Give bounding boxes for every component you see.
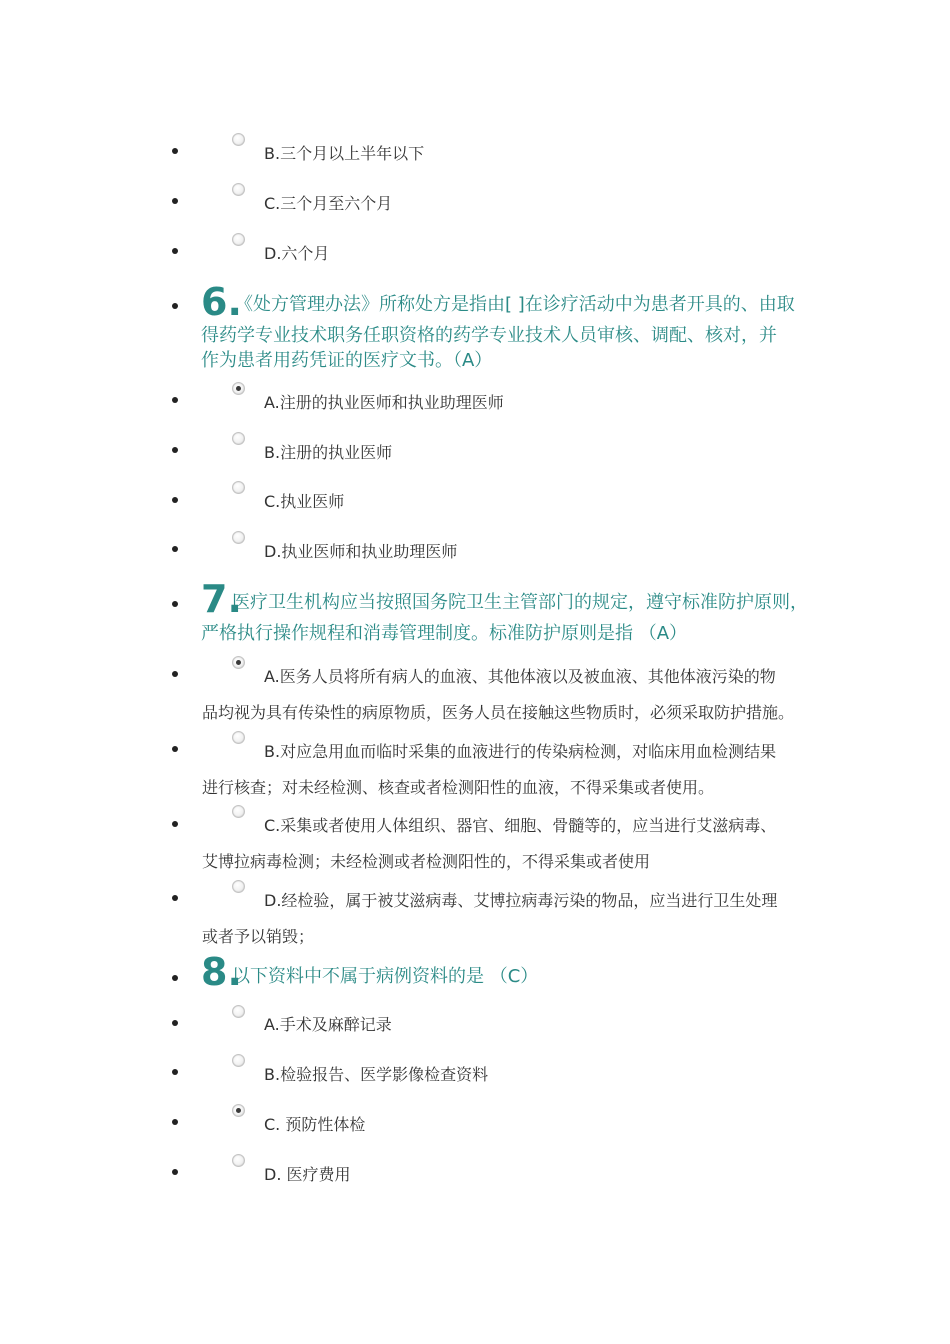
bullet-icon (172, 248, 178, 254)
bullet-icon (172, 148, 178, 154)
question-text-line: 得药学专业技术职务任职资格的药学专业技术人员审核、调配、核对，并 (201, 325, 777, 346)
option-label: C.执业医师 (264, 492, 345, 511)
radio-button[interactable] (232, 880, 245, 893)
question-text-line: 以下资料中不属于病例资料的是 （C） (232, 966, 539, 987)
question-number: 6. (201, 280, 242, 324)
radio-button[interactable] (232, 1154, 245, 1167)
radio-button[interactable] (232, 531, 245, 544)
radio-button-selected[interactable] (232, 382, 245, 395)
option-label: B.三个月以上半年以下 (264, 144, 425, 163)
option-label: C. 预防性体检 (264, 1115, 366, 1134)
option-label: C.三个月至六个月 (264, 194, 393, 213)
bullet-icon (172, 497, 178, 503)
radio-button[interactable] (232, 432, 245, 445)
bullet-icon (172, 1020, 178, 1026)
radio-button-selected[interactable] (232, 1104, 245, 1117)
question-number: 8. (201, 950, 242, 994)
option-label-continued: 品均视为具有传染性的病原物质，医务人员在接触这些物质时，必须采取防护措施。 (202, 703, 795, 722)
radio-button[interactable] (232, 731, 245, 744)
question-text-line: 医疗卫生机构应当按照国务院卫生主管部门的规定，遵守标准防护原则， (232, 592, 808, 613)
bullet-icon (172, 1119, 178, 1125)
bullet-icon (172, 447, 178, 453)
option-label: C.采集或者使用人体组织、器官、细胞、骨髓等的，应当进行艾滋病毒、 (264, 816, 777, 835)
bullet-icon (172, 671, 178, 677)
bullet-icon (172, 198, 178, 204)
bullet-icon (172, 303, 178, 309)
option-label: B.检验报告、医学影像检查资料 (264, 1065, 489, 1084)
question-number: 7. (201, 577, 242, 621)
option-label: D.执业医师和执业助理医师 (264, 542, 458, 561)
option-label: A.注册的执业医师和执业助理医师 (264, 393, 504, 412)
question-text-line: 《处方管理办法》所称处方是指由[ ]在诊疗活动中为患者开具的、由取 (235, 294, 795, 315)
radio-button[interactable] (232, 183, 245, 196)
option-label: B.对应急用血而临时采集的血液进行的传染病检测，对临床用血检测结果 (264, 742, 777, 761)
option-label-continued: 进行核查；对未经检测、核查或者检测阳性的血液，不得采集或者使用。 (202, 778, 715, 797)
option-label-continued: 或者予以销毁； (202, 927, 315, 946)
bullet-icon (172, 895, 178, 901)
bullet-icon (172, 601, 178, 607)
radio-button[interactable] (232, 805, 245, 818)
radio-button[interactable] (232, 1054, 245, 1067)
option-label: D. 医疗费用 (264, 1165, 351, 1184)
bullet-icon (172, 975, 178, 981)
option-label: B.注册的执业医师 (264, 443, 393, 462)
question-text-line: 作为患者用药凭证的医疗文书。（A） (201, 350, 493, 371)
bullet-icon (172, 746, 178, 752)
option-label: A.手术及麻醉记录 (264, 1015, 392, 1034)
option-label-continued: 艾博拉病毒检测；未经检测或者检测阳性的，不得采集或者使用 (202, 852, 651, 871)
radio-button[interactable] (232, 481, 245, 494)
question-text-line: 严格执行操作规程和消毒管理制度。标准防护原则是指 （A） (201, 623, 688, 644)
bullet-icon (172, 1169, 178, 1175)
bullet-icon (172, 821, 178, 827)
bullet-icon (172, 546, 178, 552)
radio-button[interactable] (232, 133, 245, 146)
bullet-icon (172, 397, 178, 403)
radio-button-selected[interactable] (232, 656, 245, 669)
bullet-icon (172, 1069, 178, 1075)
option-label: D.六个月 (264, 244, 330, 263)
option-label: A.医务人员将所有病人的血液、其他体液以及被血液、其他体液污染的物 (264, 667, 776, 686)
radio-button[interactable] (232, 1005, 245, 1018)
option-label: D.经检验，属于被艾滋病毒、艾博拉病毒污染的物品，应当进行卫生处理 (264, 891, 778, 910)
radio-button[interactable] (232, 233, 245, 246)
